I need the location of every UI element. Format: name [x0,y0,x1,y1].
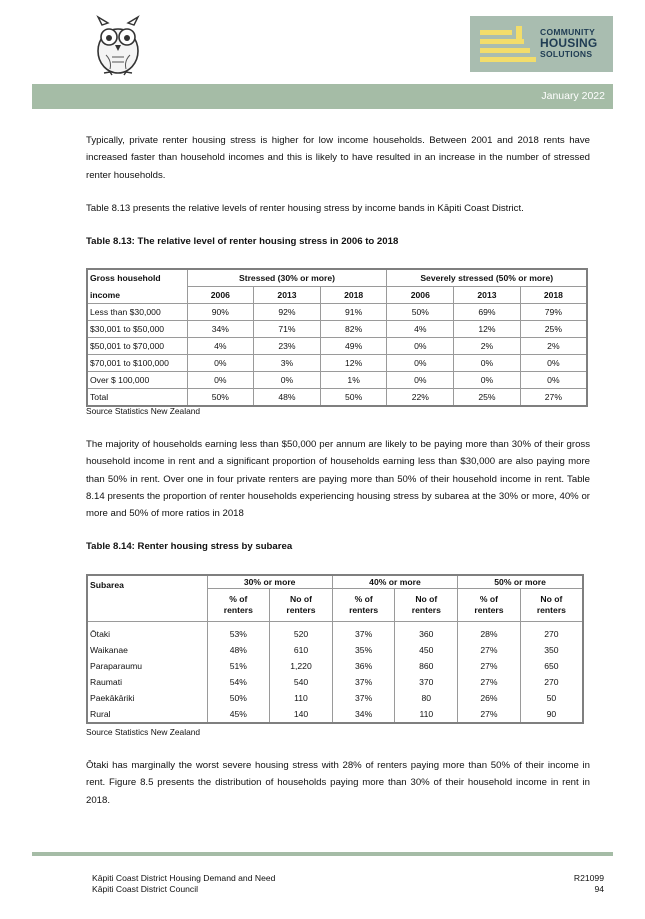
no-of-renters-header [270,589,333,622]
year-header: 2013 [254,287,321,304]
row-label: Less than $30,000 [87,304,187,321]
table-cell: 37% [332,674,395,690]
footer-right [574,873,604,895]
table-cell: 27% [520,389,587,407]
logo-line-3: SOLUTIONS [540,49,593,59]
header-line: No of [540,594,563,604]
row-label: Over $ 100,000 [87,372,187,389]
table-cell: 37% [332,690,395,706]
table-cell: 28% [458,622,521,643]
table-cell: 0% [387,355,454,372]
table-cell: 26% [458,690,521,706]
table-cell: 79% [520,304,587,321]
table-cell: 110 [270,690,333,706]
table-cell: 3% [254,355,321,372]
table-cell: 0% [387,338,454,355]
row-label: $30,001 to $50,000 [87,321,187,338]
table-cell: 110 [395,706,458,723]
table-cell: 1% [320,372,387,389]
table-group-header: 40% or more [332,575,457,589]
table-cell: 50% [207,690,270,706]
table-cell: 25% [454,389,521,407]
logo-text [540,27,597,60]
table-cell: 50% [187,389,254,407]
table-cell: 50 [520,690,583,706]
year-header: 2006 [387,287,454,304]
table-cell: 27% [458,706,521,723]
report-date: January 2022 [541,90,605,102]
paragraph-2: Table 8.13 presents the relative levels of renter housing stress by income bands in Kāpiti Coast District. [86,203,524,214]
paragraph-3: The majority of households earning less than $50,000 per annum are likely to be paying more than 30% of their gross household income in rent and a significant proportion of households earning less than $30,000 are also paying more than 50% in rent. Over one in four private renters are paying more than 50% of their household income in rent. Table 8.14 presents the proportion of renter households experiencing housing stress by subarea at the 30% or more, 40% or more and 50% of more ratios in 2018 [86,439,590,520]
table-cell: 4% [387,321,454,338]
table-cell: 4% [187,338,254,355]
table-cell: 360 [395,622,458,643]
table-cell: 0% [520,372,587,389]
table-8-13 [86,268,588,407]
table-cell: 1,220 [270,658,333,674]
table-cell: 34% [187,321,254,338]
table-cell: 54% [207,674,270,690]
table-cell: 22% [387,389,454,407]
table-cell: 90% [187,304,254,321]
header-line: % of [479,594,499,604]
header-line: No of [290,594,312,604]
table-cell: 51% [207,658,270,674]
row-label: $70,001 to $100,000 [87,355,187,372]
table-row [87,389,587,407]
header-line: renters [223,605,253,615]
paragraph-4: Ōtaki has marginally the worst severe housing stress with 28% of renters paying more than 50% of their income in rent. Figure 8.5 presents the distribution of households paying more than 30% of their household income in rent in 2018. [86,760,590,806]
table-row [87,622,583,643]
table-row [87,690,583,706]
housing-bars-icon [480,26,536,62]
footer-band [32,852,613,856]
table-cell: 91% [320,304,387,321]
header-line: No of [415,594,438,604]
table-row [87,338,587,355]
table-cell: 71% [254,321,321,338]
table-cell: 520 [270,622,333,643]
table-row [87,372,587,389]
year-header: 2006 [187,287,254,304]
header-line: % of [354,594,373,604]
table-cell: 37% [332,622,395,643]
pct-of-renters-header [332,589,395,622]
table-group-header: 30% or more [207,575,332,589]
table-cell: 140 [270,706,333,723]
header-line: renters [474,605,504,615]
table-cell: 12% [454,321,521,338]
table-cell: 270 [520,622,583,643]
header-line: renters [286,605,316,615]
table-cell: 92% [254,304,321,321]
row-label: Total [87,389,187,407]
footer-client: Kāpiti Coast District Council [92,884,199,894]
table-cell: 35% [332,642,395,658]
logo-line-2: HOUSING [540,36,598,50]
table-cell: 0% [454,372,521,389]
table-cell: 2% [454,338,521,355]
table-cell: 82% [320,321,387,338]
row-label: Waikanae [87,642,207,658]
table-header-cell: income [87,287,187,304]
no-of-renters-header [395,589,458,622]
table-cell: 270 [520,674,583,690]
table-cell: 450 [395,642,458,658]
footer-report-title: Kāpiti Coast District Housing Demand and Need [92,873,276,883]
page-number: 94 [594,884,604,894]
pct-of-renters-header [207,589,270,622]
year-header: 2013 [454,287,521,304]
table-group-header: Stressed (30% or more) [187,269,387,287]
table-header-cell: Gross household [87,269,187,287]
no-of-renters-header [520,589,583,622]
table-cell: 45% [207,706,270,723]
table-cell: 0% [387,372,454,389]
header-line: % of [229,594,248,604]
table-cell: 25% [520,321,587,338]
table-group-header: 50% or more [458,575,583,589]
table-cell: 48% [207,642,270,658]
header-line: renters [349,605,379,615]
logo-line-1: COMMUNITY [540,27,596,37]
table-cell: 860 [395,658,458,674]
year-header: 2018 [320,287,387,304]
paragraph-1: Typically, private renter housing stress is higher for low income households. Between 2001 and 2018 rents have increased faster than household incomes and this is likely to have resulted in an increase in the number of stressed renter households. [86,135,590,181]
table-8-14 [86,574,584,724]
table-cell: 23% [254,338,321,355]
header-line: renters [411,605,441,615]
table-cell: 50% [387,304,454,321]
table-group-header: Severely stressed (50% or more) [387,269,587,287]
row-label: Rural [87,706,207,723]
table-cell: 610 [270,642,333,658]
pct-of-renters-header [458,589,521,622]
table-cell: 49% [320,338,387,355]
row-label: Paraparaumu [87,658,207,674]
table-cell: 350 [520,642,583,658]
year-header: 2018 [520,287,587,304]
table-row [87,642,583,658]
table-cell: 0% [187,372,254,389]
table-8-13-caption: Table 8.13: The relative level of renter housing stress in 2006 to 2018 [86,236,399,247]
table-cell: 0% [454,355,521,372]
table-8-14-caption: Table 8.14: Renter housing stress by subarea [86,541,293,552]
table-cell: 50% [320,389,387,407]
table-header-cell: Subarea [87,575,207,622]
table-cell: 0% [187,355,254,372]
table-cell: 0% [520,355,587,372]
community-housing-logo [470,16,613,72]
table-cell: 12% [320,355,387,372]
table-row [87,674,583,690]
table-cell: 650 [520,658,583,674]
table-8-13-source: Source Statistics New Zealand [86,406,201,416]
table-cell: 48% [254,389,321,407]
table-cell: 69% [454,304,521,321]
table-cell: 540 [270,674,333,690]
table-row [87,355,587,372]
header-line: renters [536,605,566,615]
table-cell: 27% [458,658,521,674]
table-cell: 36% [332,658,395,674]
table-cell: 34% [332,706,395,723]
table-cell: 370 [395,674,458,690]
table-cell: 27% [458,674,521,690]
row-label: Paekākāriki [87,690,207,706]
footer-left [92,873,275,895]
row-label: Ōtaki [87,622,207,643]
table-row [87,304,587,321]
table-row [87,658,583,674]
row-label: Raumati [87,674,207,690]
table-cell: 0% [254,372,321,389]
owl-logo-icon [90,15,146,77]
table-row [87,321,587,338]
table-cell: 80 [395,690,458,706]
table-cell: 2% [520,338,587,355]
table-8-14-source: Source Statistics New Zealand [86,727,201,737]
table-cell: 90 [520,706,583,723]
table-cell: 53% [207,622,270,643]
row-label: $50,001 to $70,000 [87,338,187,355]
footer-report-number: R21099 [573,873,604,883]
table-cell: 27% [458,642,521,658]
header-band [32,84,613,109]
table-row [87,706,583,723]
